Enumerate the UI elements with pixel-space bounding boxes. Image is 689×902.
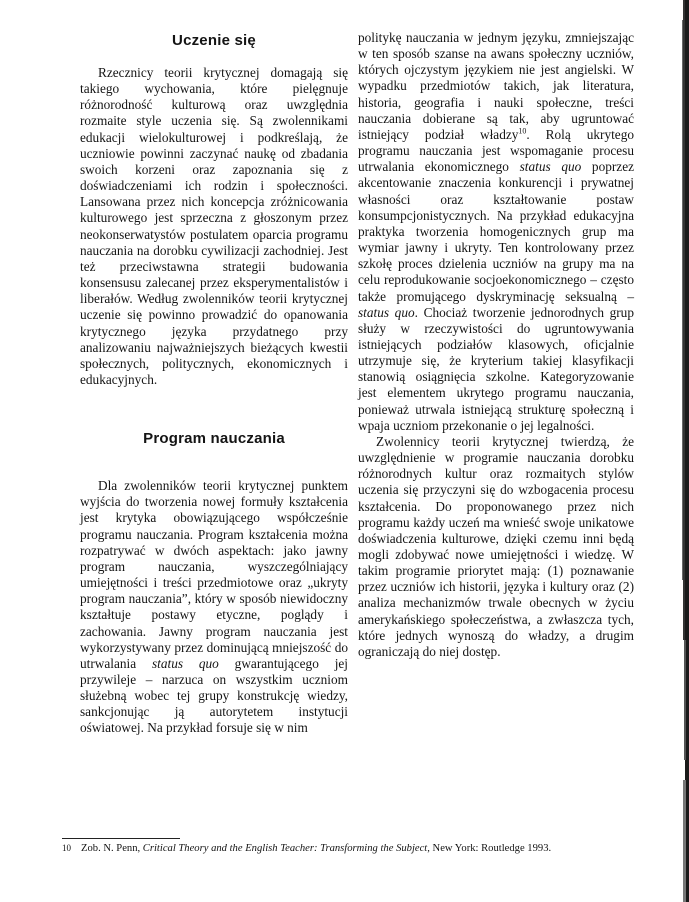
emphasis-status-quo: status quo [151,655,219,671]
text-run: . Chociaż tworzenie jednorodnych grup służy w rzeczywistości do ugruntowywania istniejących podziałów klasowych, oficjalnie utrzymuje się, że kryterium takiej klasyfikacji stanowią osiągnięcia szkolne. Kategoryzowanie jest elementem ukrytego programu nauczania, ponieważ utrwala istniejącą strukturę społeczną i wpaja uczniom przekonanie o jej legalności. [358,304,634,433]
footnote-title: Critical Theory and the English Teacher: Transforming the Subject [142,843,428,854]
left-column [80,30,348,737]
footnote [62,842,652,855]
scan-edge-shadow [639,0,689,902]
text-run: poprzez akcentowanie znaczenia konkurencji i prywatnej własności oraz kształtowanie postaw konsumpcjonistycznych. Na przykład edukacyjna praktyka tworzenia homogenicznych grup ma wymiar jawny i ukryty. Ten kontrolowany przez szkołę proces dzielenia uczniów na grupy ma na celu reprodukowanie socjoekonomicznego – często także promującego dyskryminację seksualną – [358,159,635,304]
footnote-ref[interactable]: 10 [518,126,527,136]
heading-learning: Uczenie się [172,32,256,49]
text-run: . Rolą ukrytego programu nauczania jest wspomaganie procesu utrwalania ekonomicznego [358,126,634,175]
emphasis-status-quo: status quo [358,304,415,320]
footnote-number: 10 [62,843,71,853]
text-run: gwarantującego jej przywileje – narzuca on wszystkim uczniom służebną wobec tej grupy konstrukcję wiedzy, sankcjonując ją autorytetem instytucji oświatowej. Na przykład forsuje się w nim [80,655,348,736]
heading-curriculum: Program nauczania [143,430,285,448]
footnote-text: Zob. N. Penn, [81,843,143,854]
paragraph-continued [358,30,634,434]
footnote-text: , New York: Routledge 1993. [427,843,552,854]
right-column [358,30,634,660]
footnote-divider [62,838,180,839]
text-run: Dla zwolenników teorii krytycznej punktem wyjścia do tworzenia nowej formuły kształcenia jest krytyka obowiązującego współcześnie programu nauczania. Program kształcenia można rozpatrywać w dwóch aspektach: jako jawny program nauczania, wyszczególniający umiejętności i treści przedmiotowe oraz „ukryty program nauczania”, który w sposób niewidoczny kształtuje postawy etyczne, poglądy i zachowania. Jawny program nauczania jest wykorzystywany przez dominującą mniejszość do utrwalania [80,478,348,671]
paragraph-critical-theorists: Zwolennicy teorii krytycznej twierdzą, że uwzględnienie w programie nauczania dorobku różnorodnych kultur oraz rozmaitych stylów uczenia się przyczyni się do wzbogacenia procesu kształcenia. Do proponowanego przez nich programu każdy uczeń ma wnieść swoje unikatowe doświadczenia kulturowe, dzięki czemu inni będą mogli zdobywać nowe umiejętności i wiedzę. W takim programie priorytet mają: (1) poznawanie przez uczniów ich historii, języka i kultury oraz (2) analiza mechanizmów trwale obecnych w życiu amerykańskiego społeczeństwa, a zwłaszcza tych, które jednych wynoszą do władzy, a drugim ograniczają do niej dostęp. [358,433,634,659]
paragraph-learning: Rzecznicy teorii krytycznej domagają się takiego wychowania, które pielęgnuje różnorodność kulturową oraz uwzględnia rozmaite style uczenia się. Są zwolennikami edukacji wielokulturowej i podkreślają, że uczniowie powinni zaczynać naukę od zbadania swoich korzeni oraz zapoznania się z doświadczeniami ich rodzin i społeczności. Lansowana przez nich koncepcja zróżnicowania kulturowego jest sprzeczna z głoszonym przez neokonserwatystów postulatem oparcia programu nauczania na dorobku cywilizacji zachodniej. Jest też przeciwstawna strategii budowania konsensusu zalecanej przez eksperymentalistów i liberałów. Według zwolenników teorii krytycznej uczenie się powinno prowadzić do opanowania krytycznego języka przydatnego przy analizowaniu najważniejszych bieżących kwestii społecznych, politycznych, ekonomicznych i edukacyjnych. [80,65,348,387]
paragraph-curriculum [80,478,348,737]
text-run: politykę nauczania w jednym języku, zmniejszając w ten sposób szanse na awans społeczny uczniów, których ojczystym językiem nie jest angielski. W wypadku przedmiotów takich, jak literatura, historia, geografia i nauki społeczne, treści nauczania dobierane są tak, aby ugruntować istniejący podział władzy [358,30,634,142]
emphasis-status-quo: status quo [519,159,582,175]
